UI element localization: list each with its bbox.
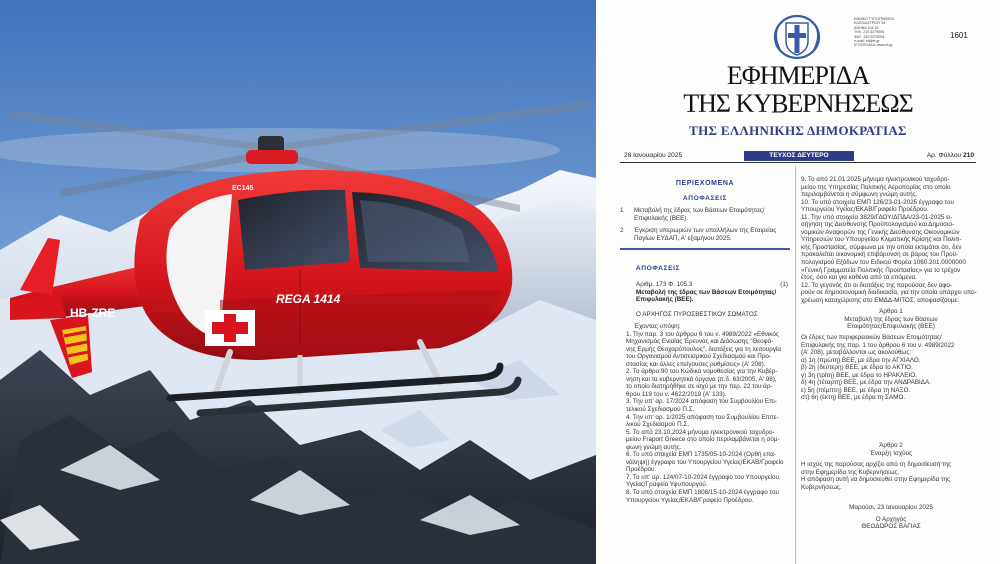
issue-bar bbox=[620, 151, 976, 161]
signoff-place-date: Μαρούσι, 23 Ιανουαρίου 2025 bbox=[849, 504, 933, 511]
right-column-body: 9. Το από 21.01.2025 μήνυμα ηλεκτρονικού ταχυδρο- μείου της Υπηρεσίας Πολιτικής Αεροπορίας στο οποίο περιλαμβάνεται η σύμφωνη γνώμη αυτής. 10. Το υπό στοιχεία ΕΜΠ 126/23-01-2025 έγγραφο του Υπουργείου Υγείας/ΕΚΑΒ/Γραφείο Προέδρου. 11. Την υπό στοιχεία 3829/ΓΔΟΥ/ΔΠΔΑ/23-01-2025 ει- σήγηση της Διεύθυνσης Προϋπολογισμού και Δημοσιο- νομικών Αναφορών της Γενικής Διεύθυνσης Οικονομικών Υπηρεσιών του Υπουργείου Κλιματικής Κρίσης και Πολιτι- κής Προστασίας, σύμφωνα με την οποία εκτιμάται ότι, δεν προκαλείται οικονομική επιβάρυνση σε βάρος του Προϋ- πολογισμού Εξόδων του Ειδικού Φορέα 1060.201.0000000 «Γενική Γραμματεία Πολιτικής Προστασίας» για το τρέχον έτος, όσο και για καθένα από τα επόμενα. 12. Το γεγονός ότι οι διατάξεις της παρούσας δεν αφο- ρούν σε δημοσιονομική διαδικασία, για την οποία υπάρχει υπο- χρέωση καταχώρισης στο ΕΜΔΔ-ΜΙΤΟΣ, αποφασίζουμε: bbox=[801, 176, 977, 304]
article-2-body: Η ισχύς της παρούσας αρχίζει από τη δημοσίευσή της στην Εφημερίδα της Κυβερνήσεως. Η απόφαση αυτή να δημοσιευθεί στην Εφημερίδα της Κυβερνήσεως. bbox=[801, 461, 952, 491]
signoff-role: Ο Αρχηγός bbox=[875, 515, 907, 523]
gazette-title-line1: ΕΦΗΜΕΡΙΔΑ bbox=[726, 61, 870, 90]
coat-of-arms-icon bbox=[772, 13, 822, 61]
page-number: 1601 bbox=[950, 31, 968, 40]
issue-date: 28 Ιανουαρίου 2025 bbox=[624, 152, 683, 159]
contents-heading: ΠΕΡΙΕΧΟΜΕΝΑ bbox=[675, 180, 735, 187]
article-1-title: Άρθρο 1 bbox=[879, 308, 903, 315]
signoff-name: ΘΕΟΔΩΡΟΣ ΒΑΓΙΑΣ bbox=[861, 523, 921, 531]
nose-model-text: EC145 bbox=[232, 185, 254, 192]
decision-title-line2: Επιφυλακής (ΒΕΕ). bbox=[636, 296, 694, 304]
decision-header bbox=[636, 281, 788, 304]
government-gazette-page bbox=[596, 0, 1000, 564]
toc-item-2: 2 Έγκριση υπερωριών των υπαλλήλων της Εταιρείας Παγίων ΕΥΔΑΠ, Α' εξαμήνου 2025. bbox=[620, 227, 777, 242]
decision-title-line1: Μεταβολή της έδρας των Βάσεων Ετοιμότητας/ bbox=[636, 288, 777, 296]
article-2: Άρθρο 2 Έναρξη Ισχύος bbox=[801, 442, 981, 457]
printing-office-info: ΕΘΝΙΚΟ ΤΥΠΟΓΡΑΦΕΙΟ ΚΑΠΟΔΙΣΤΡΙΟΥ 34 ΑΘΗΝΑ 104 32 ΤΗΛ. 210 5279000 ΦΑΞ. 210 5279054 e-mail: et@et.gr ΙΣΤΟΣΕΛΙΔΑ: www.et.gr bbox=[854, 17, 895, 48]
article-2-title: Άρθρο 2 bbox=[879, 442, 903, 449]
registration-text: HB-ZRE bbox=[70, 306, 116, 320]
issue-series: ΤΕΥΧΟΣ ΔΕΥΤΕΡΟ bbox=[744, 151, 854, 161]
sheet-number: Αρ. Φύλλου 210 bbox=[926, 152, 974, 159]
gazette-subtitle: ΤΗΣ ΕΛΛΗΝΙΚΗΣ ΔΗΜΟΚΡΑΤΙΑΣ bbox=[689, 123, 907, 138]
toc-item-1: 1 Μεταβολή της έδρας των Βάσεων Ετοιμότητας/ Επιφυλακής (ΒΕΕ). bbox=[620, 207, 765, 222]
article-1-body: Οι έδρες των περιφερειακών Βάσεων Ετοιμότητας/ Επιφυλακής της παρ. 1 του άρθρου 6 του ν. 4989/2022 (Α' 208), μεταβάλλονται ως ακολούθως: α) 1η (πρώτη) ΒΕΕ, με έδρα την ΑΓΧΙΑΛΟ. β) 2η (δεύτερη) ΒΕΕ, με έδρα το ΑΚΤΙΟ. γ) 3η (τρίτη) ΒΕΕ, με έδρα το ΗΡΑΚΛΕΙΟ. δ) 4η (τέταρτη) ΒΕΕ, με έδρα την ΑΝΔΡΑΒΙΔΑ. ε) 5η (πέμπτη) ΒΕΕ, με έδρα τη ΝΑΞΟ. στ) 6η (έκτη) ΒΕΕ, με έδρα τη ΣΑΜΟ. bbox=[801, 334, 955, 402]
article-1: Άρθρο 1 Μεταβολή της έδρας των Βάσεων Ετοιμότητας/Επιφυλακής (ΒΕΕ) bbox=[801, 308, 981, 331]
rega-name-text: REGA 1414 bbox=[276, 292, 341, 306]
decisions-heading: ΑΠΟΦΑΣΕΙΣ bbox=[635, 265, 681, 272]
decision-authority: Ο ΑΡΧΗΓΟΣ ΠΥΡΟΣΒΕΣΤΙΚΟΥ ΣΩΜΑΤΟΣ bbox=[636, 311, 758, 318]
signoff bbox=[801, 504, 981, 531]
contents-decisions-heading: ΑΠΟΦΑΣΕΙΣ bbox=[682, 195, 728, 202]
gazette-title-line2: ΤΗΣ ΚΥΒΕΡΝΗΣΕΩΣ bbox=[683, 89, 913, 118]
decision-number: (1) bbox=[780, 281, 788, 288]
left-column-body: Έχοντας υπόψη: 1. Την παρ. 3 του άρθρου 6 του ν. 4989/2022 «Εθνικός Μηχανισμός Ενιαίας Έρευνας και Διάσωσης "Θεοφά- νης Ερμής Θεοχαρόπουλος", διατάξεις για τη λειτουργία του Οργανισμού Αντισεισμικού Σχεδιασμού και Προ- στασίας και άλλες επείγουσες ρυθμίσεις» (Α' 208). 2. Το άρθρο 90 του Κώδικα νομοθεσίας για την Κυβέρ- νηση και τα κυβερνητικά όργανα (π.δ. 63/2005, Α' 98), το οποίο διατηρήθηκε σε ισχύ με την περ. 22 του άρ- θρου 119 του ν. 4622/2019 (Α' 133). 3. Την υπ' αρ. 17/2024 απόφαση του Συμβουλίου Επι- τελικού Σχεδιασμού Π.Σ. 4. Την υπ' αρ. 1/2025 απόφαση του Συμβουλίου Επιτε- λικού Σχεδιασμού Π.Σ. 5. Το από 23.10.2024 μήνυμα ηλεκτρονικού ταχυδρο- μείου Fraport Greece στο οποίο περιλαμβάνεται η σύμ- φωνη γνώμη αυτής. 6. Το υπό στοιχεία ΕΜΠ 1735/05-10-2024 (Ορθή επα- νάληψη) έγγραφο του Υπουργείου Υγείας/ΕΚΑΒ/Γραφείο Προέδρου. 7. Το υπ' αρ. 124/07-10-2024 έγγραφο του Υπουργείου Υγείας/Γραφείο Υφυπουργού. 8. Το υπό στοιχεία ΕΜΠ 1808/15-10-2024 έγγραφο του Υπουργείου Υγείας/ΕΚΑΒ/Γραφείο Προέδρου. bbox=[626, 323, 784, 504]
decision-ref: Αριθμ. 173 Φ. 105.3 bbox=[636, 281, 693, 288]
